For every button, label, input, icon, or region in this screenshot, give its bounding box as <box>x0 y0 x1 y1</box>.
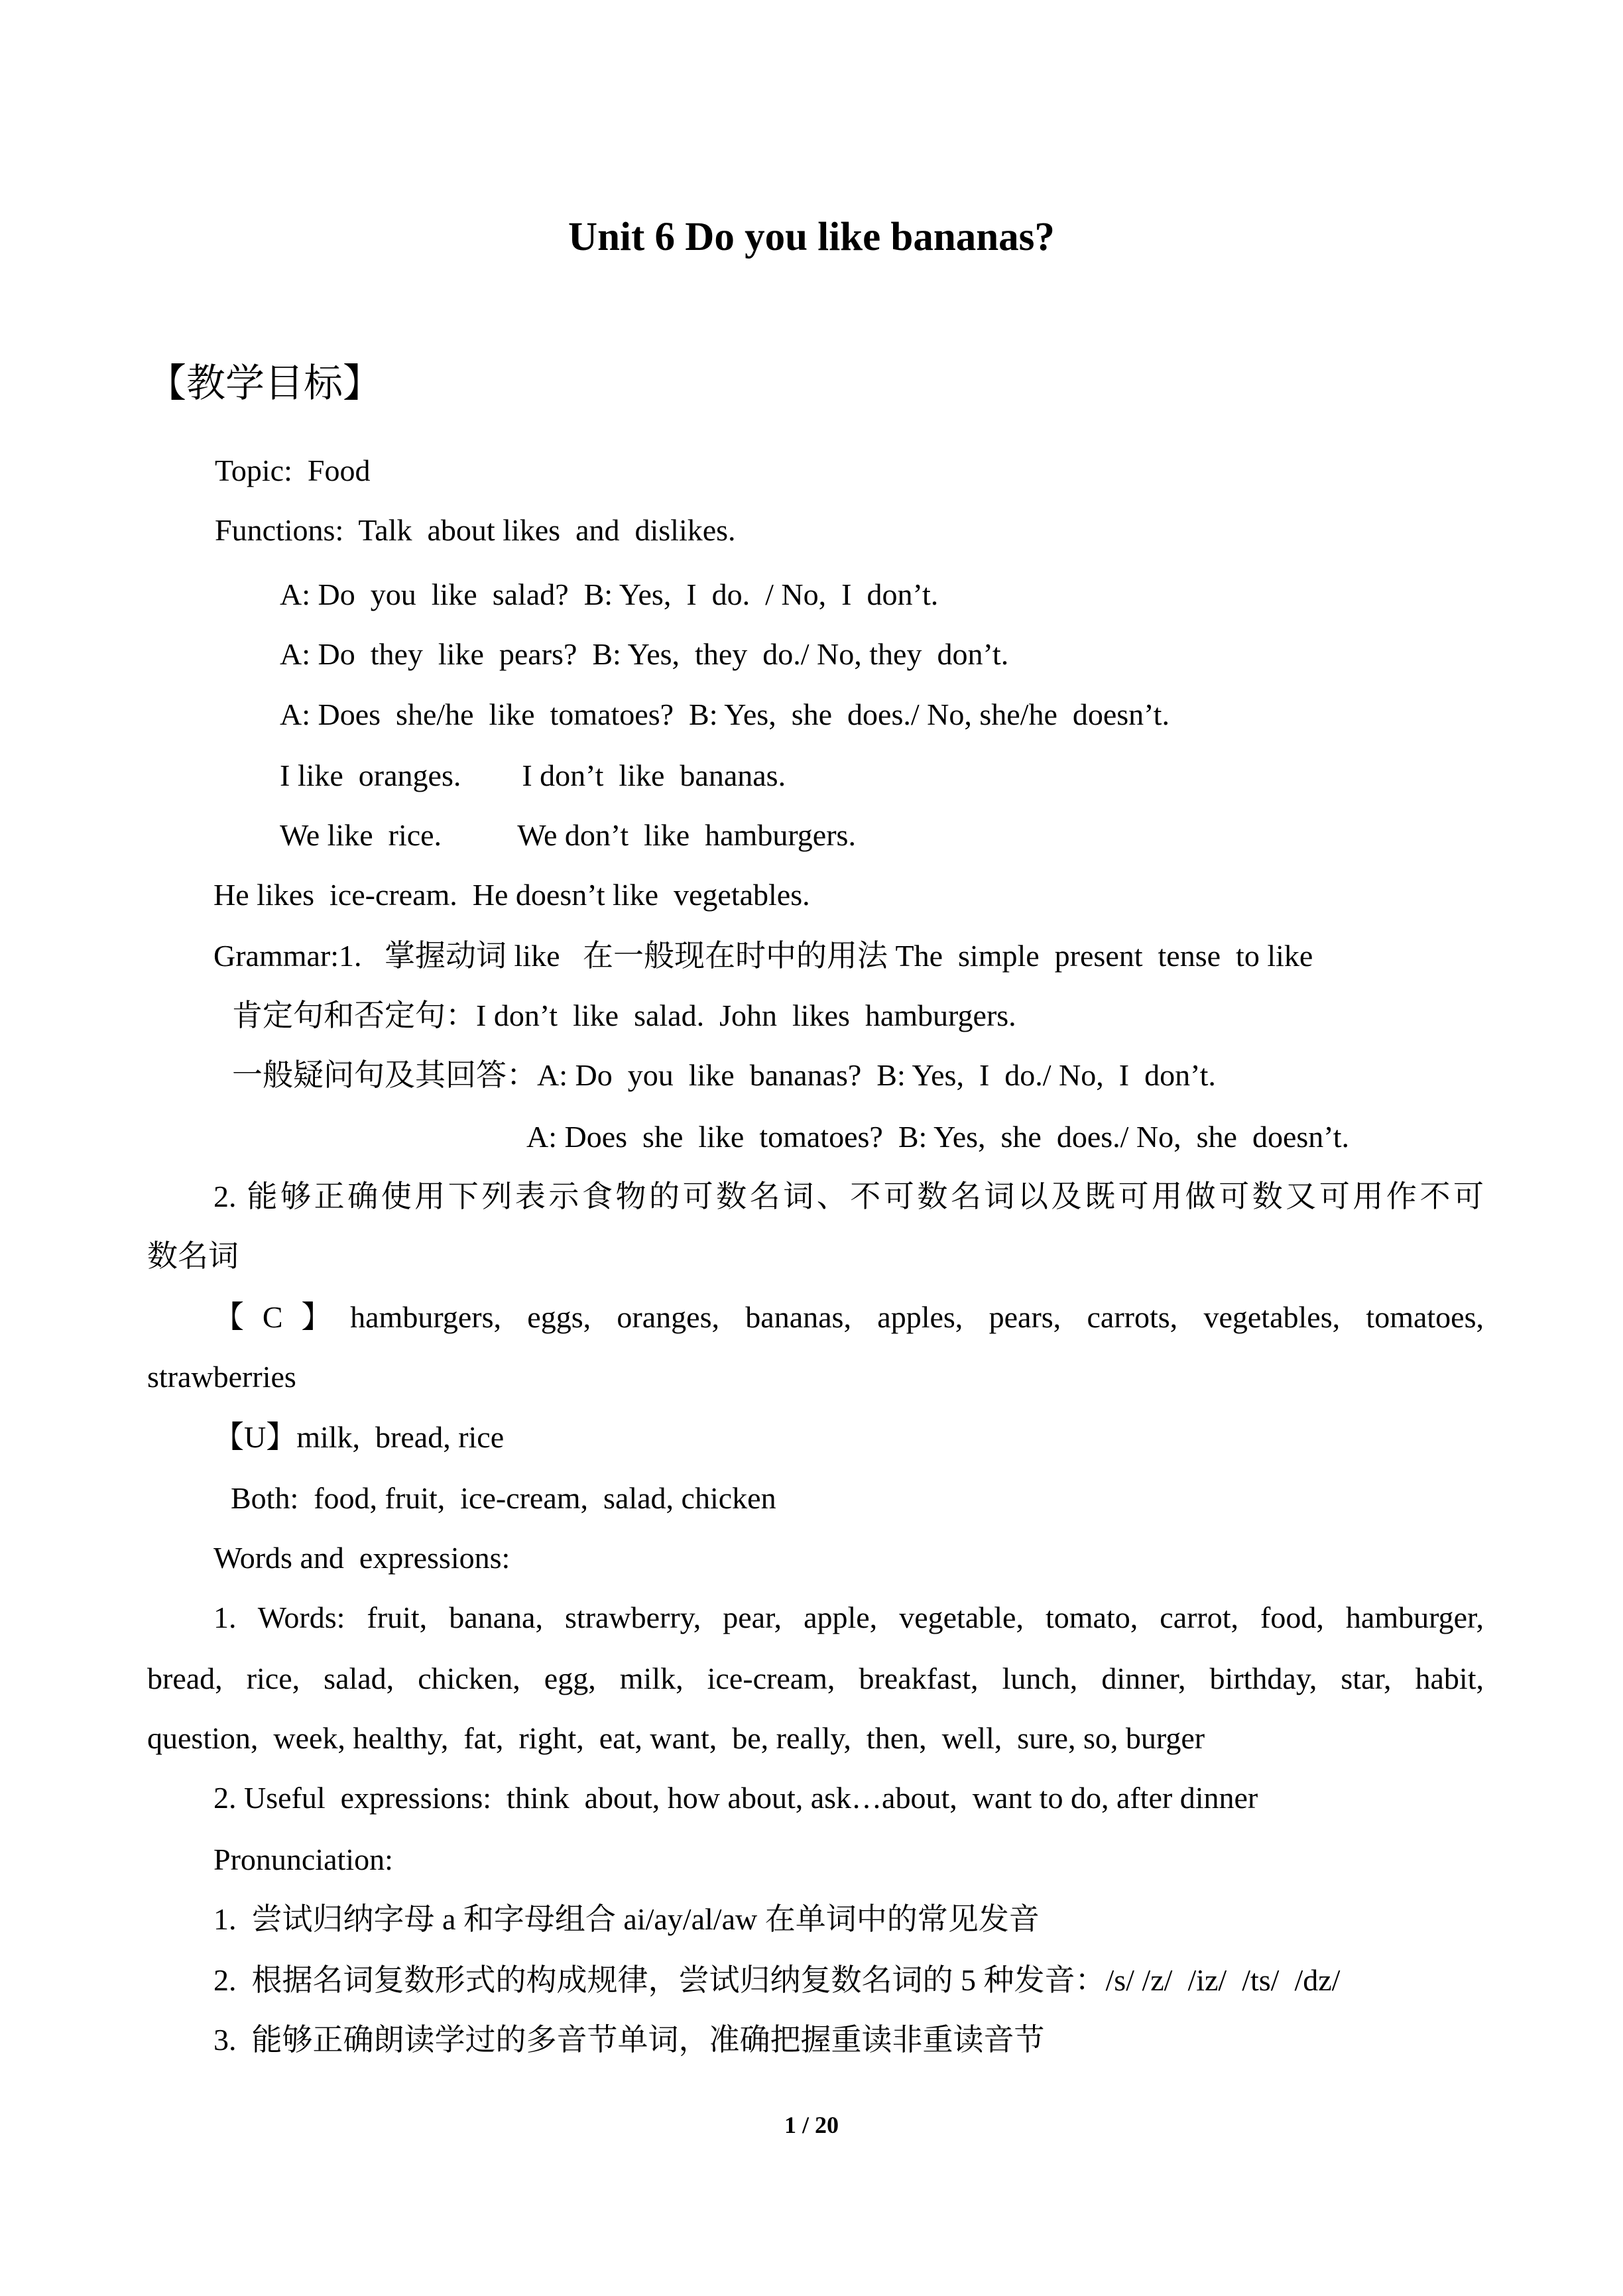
text-line-question-1: 一般疑问句及其回答：A: Do you like bananas? B: Yes, I do./ No, I don’t. <box>232 1058 1216 1092</box>
text-line-grammar: Grammar:1. 掌握动词 like 在一般现在时中的用法 The simple present tense to like <box>213 939 1313 973</box>
text-line-words-2: bread, rice, salad, chicken, egg, milk, ice-cream, breakfast, lunch, dinner, birthday, star, habit, <box>147 1662 1484 1695</box>
text-line-pronunciation-1: 1. 尝试归纳字母 a 和字母组合 ai/ay/al/aw 在单词中的常见发音 <box>213 1902 1040 1936</box>
text-line-nouns-intro: 2. 能够正确使用下列表示食物的可数名词、不可数名词以及既可用做可数又可用作不可 <box>213 1179 1484 1213</box>
text-line-example-1: I like oranges. I don’t like bananas. <box>280 758 786 792</box>
page-number: 1 / 20 <box>784 2112 839 2138</box>
text-line-example-3: He likes ice-cream. He doesn’t like vegetables. <box>213 878 810 912</box>
text-line-functions: Functions: Talk about likes and dislikes. <box>215 513 736 547</box>
text-line-words-3: question, week, healthy, fat, right, eat, want, be, really, then, well, sure, so, burger <box>147 1721 1205 1755</box>
text-line-useful-expressions: 2. Useful expressions: think about, how about, ask…about, want to do, after dinner <box>213 1781 1258 1815</box>
text-line-affirmative-negative: 肯定句和否定句：I don’t like salad. John likes hamburgers. <box>232 998 1016 1032</box>
text-line-words-1: 1. Words: fruit, banana, strawberry, pear, apple, vegetable, tomato, carrot, food, hamburger, <box>213 1601 1484 1634</box>
text-line-dialogue-2: A: Do they like pears? B: Yes, they do./ No, they don’t. <box>280 637 1009 671</box>
text-line-example-2: We like rice. We don’t like hamburgers. <box>280 818 856 852</box>
document-title: Unit 6 Do you like bananas? <box>568 215 1055 259</box>
text-line-dialogue-1: A: Do you like salad? B: Yes, I do. / No, I don’t. <box>280 577 939 611</box>
text-line-uncountable-nouns: 【U】milk, bread, rice <box>213 1420 505 1454</box>
text-line-pronunciation-2: 2. 根据名词复数形式的构成规律，尝试归纳复数名词的 5 种发音：/s/ /z/ /iz/ /ts/ /dz/ <box>213 1963 1341 1997</box>
text-line-question-2: A: Does she like tomatoes? B: Yes, she does./ No, she doesn’t. <box>526 1120 1350 1154</box>
text-line-topic: Topic: Food <box>215 453 371 487</box>
text-line-pronunciation-3: 3. 能够正确朗读学过的多音节单词，准确把握重读非重读音节 <box>213 2023 1045 2057</box>
text-line-countable-nouns-cont: strawberries <box>147 1360 296 1394</box>
text-line-dialogue-3: A: Does she/he like tomatoes? B: Yes, she does./ No, she/he doesn’t. <box>280 697 1170 731</box>
text-line-both-nouns: Both: food, fruit, ice-cream, salad, chicken <box>231 1481 776 1515</box>
text-line-countable-nouns: 【C】hamburgers, eggs, oranges, bananas, apples, pears, carrots, vegetables, tomatoes, <box>213 1300 1484 1334</box>
text-line-nouns-intro-cont: 数名词 <box>147 1239 239 1273</box>
section-heading: 【教学目标】 <box>147 360 383 406</box>
text-line-words-heading: Words and expressions: <box>213 1541 511 1575</box>
text-line-pronunciation-heading: Pronunciation: <box>213 1843 393 1876</box>
